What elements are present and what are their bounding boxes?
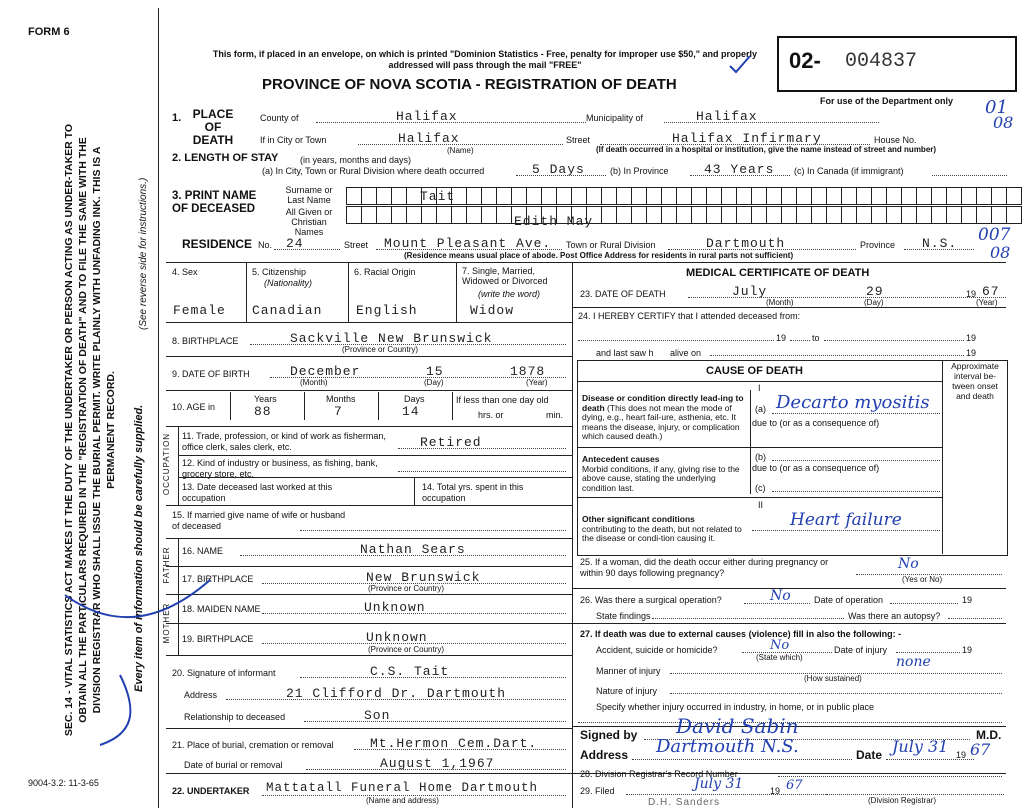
dob-year: 1878 xyxy=(510,364,546,379)
residence-no-label: No. xyxy=(258,240,273,250)
interval-label: Approximate interval be-tween onset and death xyxy=(951,361,999,401)
manner-value: none xyxy=(896,654,931,670)
informant-label: 20. Signature of informant xyxy=(172,668,276,678)
mother-name-line xyxy=(262,613,566,614)
direct-cause-label xyxy=(582,394,747,442)
father-tab: FATHER xyxy=(162,546,171,584)
direct-cause-sub: (This does not mean the mode of dying, e.g., heart fail-ure, asthenia, etc. It means the disease, injury, or complication which caused death.) xyxy=(582,402,740,441)
residence-no: 24 xyxy=(286,236,304,251)
street-label: Street xyxy=(566,135,591,145)
pregnancy-question: 25. If a woman, did the death occur either during pregnancy or within 90 days following pregnancy? xyxy=(580,557,829,578)
age-months-label: Months xyxy=(326,394,356,404)
cert24-19b: 19 xyxy=(966,333,977,343)
check-mark xyxy=(728,54,752,76)
rule-447 xyxy=(577,447,942,448)
pregnancy-hint: (Yes or No) xyxy=(902,575,943,584)
burial-line xyxy=(354,749,566,750)
stay-label: 2. LENGTH OF STAY xyxy=(172,152,279,164)
rule-538 xyxy=(166,538,572,539)
occ12-line xyxy=(398,471,566,472)
mother-tab: MOTHER xyxy=(162,602,171,644)
rule-655 xyxy=(166,655,572,656)
filed-date-value: July 31 xyxy=(694,776,744,792)
sidebar-note-2: (See reverse side for instructions.) xyxy=(138,177,149,330)
undertaker-hint: (Name and address) xyxy=(366,796,439,805)
accident-value: No xyxy=(770,638,790,653)
stay-c-label: (c) In Canada (if immigrant) xyxy=(794,166,904,176)
operation-date-19: 19 xyxy=(962,595,973,605)
burial-date-line xyxy=(306,769,566,770)
dob-day-hint: (Day) xyxy=(424,378,444,387)
relationship-line xyxy=(304,721,566,722)
registrar-line xyxy=(826,794,1004,795)
residence-no-line xyxy=(274,249,340,250)
mother-birthplace-label: 19. BIRTHPLACE xyxy=(182,634,254,644)
direct-cause-title: Disease or condition directly lead-ing to death xyxy=(582,393,744,413)
age-days-label: Days xyxy=(404,394,425,404)
name-hint: (Name) xyxy=(447,146,474,155)
interval-divider xyxy=(942,360,943,554)
rule-426 xyxy=(166,426,572,427)
stay-a-value: 5 Days xyxy=(532,162,585,177)
antecedent-title: Antecedent causes xyxy=(582,454,660,464)
operation-question: 26. Was there a surgical operation? xyxy=(580,595,722,605)
citizenship-sub: (Nationality) xyxy=(264,278,313,288)
burial-label: 21. Place of burial, cremation or removal xyxy=(172,740,334,750)
burial-date-value: August 1,1967 xyxy=(380,756,495,771)
operation-answer: No xyxy=(770,588,791,604)
cause-brace xyxy=(750,390,751,494)
other-conditions-line xyxy=(752,530,940,531)
rule-356 xyxy=(166,356,572,357)
age-div-2 xyxy=(378,392,379,420)
manner-label: Manner of injury xyxy=(596,666,661,676)
city-line xyxy=(358,144,563,145)
cause-c-label: (c) xyxy=(755,483,766,493)
informant-value: C.S. Tait xyxy=(370,664,450,679)
injury-date-line xyxy=(896,652,960,653)
autopsy-line xyxy=(948,618,1002,619)
father-name-value: Nathan Sears xyxy=(360,542,466,557)
dob-label: 9. DATE OF BIRTH xyxy=(172,369,250,379)
sex-value: Female xyxy=(173,303,226,318)
mother-name-label: 18. MAIDEN NAME xyxy=(182,604,261,614)
county-value: Halifax xyxy=(396,109,458,124)
date-of-death-day: 29 xyxy=(866,284,884,299)
city-label: If in City or Town xyxy=(260,135,327,145)
dob-year-hint: (Year) xyxy=(526,378,548,387)
occupation-tab: OCCUPATION xyxy=(162,432,171,496)
mother-birthplace-value: Unknown xyxy=(366,630,428,645)
stay-sub: (in years, months and days) xyxy=(300,155,412,165)
age-min-label: min. xyxy=(546,410,564,420)
pen-stroke-mark xyxy=(60,575,220,755)
cert24-label: 24. I HEREBY CERTIFY that I attended deceased from: xyxy=(578,311,801,321)
cert24-to: to xyxy=(812,333,820,343)
birthplace-label: 8. BIRTHPLACE xyxy=(172,336,239,346)
marital-value: Widow xyxy=(470,303,515,318)
nature-line xyxy=(670,693,1002,694)
residence-prov: N.S. xyxy=(922,236,958,251)
given-names-value: Edith May xyxy=(514,214,594,229)
rule-307 xyxy=(572,307,1006,308)
birthplace-hint: (Province or Country) xyxy=(342,345,419,354)
date-of-death-line xyxy=(688,297,1006,298)
rule-390 xyxy=(166,390,572,391)
age-div-1 xyxy=(304,392,305,420)
residence-prov-line xyxy=(904,249,974,250)
dob-day: 15 xyxy=(426,364,444,379)
city-value: Halifax xyxy=(398,131,460,146)
sidebar-statute: SEC. 14 - VITAL STATISTICS ACT MAKES IT THE DUTY OF THE UNDERTAKER OR PERSON ACTING AS UNDER-TAKER TO OBTAIN ALL THE PARTICULARS REQUIRED IN THE "REGISTRATION OF DEATH" AND TO FILE THE SAME WITH THE DIVISION REGISTRAR WHO SHALL ISSUE THE BURIAL PERMIT. WRITE PLAINLY WITH UNFADING INK. THIS IS A PERMANENT RECORD. xyxy=(63,123,117,737)
physician-address-label: Address xyxy=(580,748,629,762)
nature-label: Nature of injury xyxy=(596,686,658,696)
residence-street-label: Street xyxy=(344,240,369,250)
medical-certificate-title: MEDICAL CERTIFICATE OF DEATH xyxy=(686,267,870,279)
cause-b-due-to: due to (or as a consequence of) xyxy=(752,463,880,473)
reg-prefix: 02- xyxy=(789,48,821,73)
marital-sub: (write the word) xyxy=(478,289,541,299)
cause-c-line xyxy=(772,491,940,492)
residence-town-label: Town or Rural Division xyxy=(566,240,656,250)
relationship-value: Son xyxy=(364,708,391,723)
occ11-line xyxy=(398,448,566,449)
occ13-14-div xyxy=(414,477,415,505)
rule-497 xyxy=(577,497,942,498)
place-num: 1. xyxy=(172,112,182,124)
filed-label: 29. Filed xyxy=(580,786,615,796)
given-names-label: All Given or Christian Names xyxy=(285,207,333,237)
dob-month: December xyxy=(290,364,361,379)
relationship-label: Relationship to deceased xyxy=(184,712,286,722)
father-name-line xyxy=(240,555,566,556)
name-label: 3. PRINT NAME OF DECEASED xyxy=(172,190,257,215)
registrar-hint: (Division Registrar) xyxy=(868,796,937,805)
citizenship-label: 5. Citizenship xyxy=(252,267,307,277)
undertaker-value: Mattatall Funeral Home Dartmouth xyxy=(266,781,539,795)
informant-line xyxy=(300,677,566,678)
father-birthplace-label: 17. BIRTHPLACE xyxy=(182,574,254,584)
postal-notice: This form, if placed in an envelope, on which is printed "Dominion Statistics - Free, penalty for improper use $50," and properly addressed will pass through the mail "FREE" xyxy=(212,49,758,70)
residence-label: RESIDENCE xyxy=(182,237,253,251)
institution-note: (If death occurred in a hospital or institution, give the name instead of street and number) xyxy=(596,145,937,154)
burial-date-label: Date of burial or removal xyxy=(184,760,283,770)
alive-on-label: alive on xyxy=(670,348,702,358)
physician-signature: David Sabin xyxy=(676,714,799,738)
informant-address-label: Address xyxy=(184,690,218,700)
specify-label: Specify whether injury occurred in industry, in home, or in public place xyxy=(596,702,874,712)
residence-town: Dartmouth xyxy=(706,236,786,251)
registration-number-box xyxy=(777,36,1017,92)
dod-day-hint: (Day) xyxy=(864,298,884,307)
spouse-line xyxy=(300,530,566,531)
father-birthplace-value: New Brunswick xyxy=(366,570,481,585)
residence-note: (Residence means usual place of abode. Post Office Address for residents in rural parts not sufficient) xyxy=(404,251,794,260)
residence-street-line xyxy=(376,249,562,250)
form-id: FORM 6 xyxy=(28,26,70,38)
accident-hint: (State which) xyxy=(756,653,803,662)
cause-of-death-title: CAUSE OF DEATH xyxy=(706,365,803,377)
injury-date-19: 19 xyxy=(962,645,973,655)
rule-594 xyxy=(166,594,572,595)
sign-date-value: July 31 xyxy=(892,737,949,756)
cert24-line-1 xyxy=(578,340,774,341)
other-conditions-value: Heart failure xyxy=(790,510,902,530)
date-of-death-label: 23. DATE OF DEATH xyxy=(580,289,666,299)
findings-label: State findings xyxy=(596,611,651,621)
rule-322 xyxy=(166,322,572,323)
surname-value: Tait xyxy=(420,189,456,204)
dept-mark-1: 01 xyxy=(985,97,1008,118)
other-conditions-title: Other significant conditions xyxy=(582,514,695,524)
registrar-record-label: 28. Division Registrar's Record Number xyxy=(580,769,738,779)
last-saw-label: and last saw h xyxy=(596,348,654,358)
dept-mark-3: 007 xyxy=(978,225,1011,245)
stay-c-line xyxy=(932,175,1007,176)
race-value: English xyxy=(356,303,418,318)
manner-hint: (How sustained) xyxy=(804,674,862,683)
age-less-label: If less than one day old xyxy=(456,395,549,405)
informant-address-line xyxy=(226,699,566,700)
external-causes-label: 27. If death was due to external causes (violence) fill in also the following: - xyxy=(580,629,902,639)
rule-505 xyxy=(166,505,572,506)
occ11-value: Retired xyxy=(420,435,482,450)
filed-date-line xyxy=(626,794,826,795)
residence-town-line xyxy=(668,249,856,250)
street-value: Halifax Infirmary xyxy=(672,131,822,146)
physician-address-line xyxy=(632,759,852,760)
findings-line xyxy=(652,618,844,619)
municipality-value: Halifax xyxy=(696,109,758,124)
registrar-record-line xyxy=(778,776,1002,777)
dept-mark-2: 08 xyxy=(993,113,1014,132)
part-1-label: I xyxy=(758,383,761,393)
municipality-line xyxy=(664,122,879,123)
cause-a-due-to: due to (or as a consequence of) xyxy=(752,418,880,428)
operation-line xyxy=(744,603,810,604)
municipality-label: Municipality of xyxy=(586,113,644,123)
dept-use-label: For use of the Department only xyxy=(820,96,954,106)
birthplace-value: Sackville New Brunswick xyxy=(290,331,493,346)
pregnancy-answer: No xyxy=(898,556,919,572)
dob-month-hint: (Month) xyxy=(300,378,328,387)
rule-623 xyxy=(166,623,572,624)
rule-566 xyxy=(166,566,572,567)
stay-b-value: 43 Years xyxy=(704,162,775,177)
age-years-value: 88 xyxy=(254,404,272,419)
cell-div-2 xyxy=(348,262,349,322)
undertaker-label: 22. UNDERTAKER xyxy=(172,786,250,796)
cert24-line-2 xyxy=(790,340,810,341)
cause-b-line xyxy=(772,460,940,461)
page-title: PROVINCE OF NOVA SCOTIA - REGISTRATION OF DEATH xyxy=(262,76,677,93)
registrar-stamp: D.H. Sanders xyxy=(648,797,721,808)
sign-date-19: 19 xyxy=(956,750,967,760)
mother-birthplace-hint: (Province or Country) xyxy=(368,645,445,654)
rule-262 xyxy=(166,262,1006,263)
date-of-death-19: 19 xyxy=(966,289,977,299)
dod-year-hint: (Year) xyxy=(976,298,998,307)
occ14-label: 14. Total yrs. spent in this occupation xyxy=(422,482,524,503)
stay-b-label: (b) In Province xyxy=(610,166,669,176)
age-days-value: 14 xyxy=(402,404,420,419)
occ12-label: 12. Kind of industry or business, as fishing, bank, grocery store, etc. xyxy=(182,458,378,479)
occ13-label: 13. Date deceased last worked at this occupation xyxy=(182,482,333,503)
age-label: 10. AGE in xyxy=(172,402,216,412)
father-name-label: 16. NAME xyxy=(182,546,224,556)
other-conditions-label xyxy=(582,515,747,544)
age-years-label: Years xyxy=(254,394,277,404)
sign-date-label: Date xyxy=(856,748,883,762)
cause-title-rule xyxy=(577,381,942,382)
physician-address-value: Dartmouth N.S. xyxy=(656,736,799,757)
citizenship-value: Canadian xyxy=(252,303,323,318)
filed-year: 67 xyxy=(786,778,803,793)
age-months-value: 7 xyxy=(334,404,343,419)
injury-date-label: Date of injury xyxy=(834,645,888,655)
race-label: 6. Racial Origin xyxy=(354,267,416,277)
county-line xyxy=(316,122,586,123)
dod-month-hint: (Month) xyxy=(766,298,794,307)
rule-455 xyxy=(178,455,572,456)
cell-div-1 xyxy=(246,262,247,322)
md-label: M.D. xyxy=(976,728,1002,742)
autopsy-label: Was there an autopsy? xyxy=(848,611,941,621)
filed-19: 19 xyxy=(770,786,781,796)
operation-date-line xyxy=(890,603,958,604)
stay-b-line xyxy=(690,175,790,176)
surname-label: Surname or Last Name xyxy=(285,185,333,205)
dept-mark-4: 08 xyxy=(990,243,1011,262)
spouse-label: 15. If married give name of wife or husband of deceased xyxy=(172,510,346,531)
antecedent-label xyxy=(582,455,747,493)
part-2-label: II xyxy=(758,500,764,510)
cause-a-line xyxy=(772,413,940,414)
rule-623b xyxy=(572,623,1006,624)
cause-a-label: (a) xyxy=(755,404,766,414)
other-conditions-sub: contributing to the death, but not related to the disease or condi-tion causing it. xyxy=(582,523,742,543)
stay-a-label: (a) In City, Town or Rural Division where death occurred xyxy=(262,166,485,176)
reg-number: 004837 xyxy=(845,50,918,73)
rule-728 xyxy=(166,728,572,729)
cert24-19: 19 xyxy=(776,333,787,343)
mother-birthplace-line xyxy=(262,643,566,644)
antecedent-sub: Morbid conditions, if any, giving rise to the above cause, stating the underlying condition last. xyxy=(582,463,740,493)
date-of-death-year: 67 xyxy=(982,284,1000,299)
residence-street: Mount Pleasant Ave. xyxy=(384,236,552,251)
given-names-boxes xyxy=(346,206,1022,224)
alive-on-19: 19 xyxy=(966,348,977,358)
county-label: County of xyxy=(260,113,299,123)
cause-a-value: Decarto myositis xyxy=(776,392,930,413)
sex-label: 4. Sex xyxy=(172,267,198,277)
sign-date-year: 67 xyxy=(970,740,991,759)
place-label: PLACE OF DEATH xyxy=(192,107,234,147)
informant-address-value: 21 Clifford Dr. Dartmouth xyxy=(286,686,507,701)
occ11-label: 11. Trade, profession, or kind of work as fisherman, office clerk, sales clerk, etc. xyxy=(182,431,386,452)
age-div-3 xyxy=(452,392,453,420)
father-birthplace-hint: (Province or Country) xyxy=(368,584,445,593)
cell-div-3 xyxy=(456,262,457,322)
burial-value: Mt.Hermon Cem.Dart. xyxy=(370,736,538,751)
stay-a-line xyxy=(516,175,606,176)
age-hrs-label: hrs. or xyxy=(478,410,504,420)
form-code: 9004-3.2: 11-3-65 xyxy=(28,778,99,788)
operation-date-label: Date of operation xyxy=(814,595,884,605)
date-of-death-month: July xyxy=(732,284,768,299)
cause-b-label: (b) xyxy=(755,452,766,462)
mother-name-value: Unknown xyxy=(364,600,426,615)
residence-prov-label: Province xyxy=(860,240,896,250)
accident-label: Accident, suicide or homicide? xyxy=(596,645,718,655)
cert24-line-3 xyxy=(824,340,964,341)
occ-tab-line xyxy=(178,426,179,505)
sidebar-note: Every item of information should be carefully supplied. xyxy=(133,404,145,692)
house-label: House No. xyxy=(874,135,917,145)
marital-label: 7. Single, Married, Widowed or Divorced xyxy=(462,266,548,286)
alive-on-line xyxy=(710,355,964,356)
signed-label: Signed by xyxy=(580,728,638,742)
